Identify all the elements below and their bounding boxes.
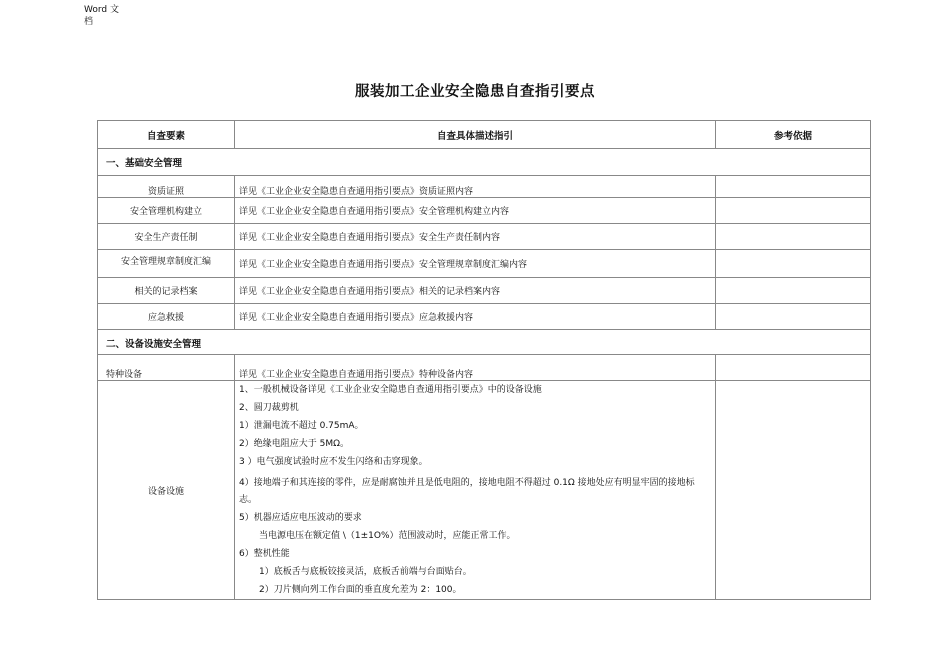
table-row [98,304,871,330]
checklist-table [97,120,871,600]
header-reference: 参考依据 [716,121,871,149]
section-title: 二、设备设施安全管理 [98,330,871,355]
row-reference [716,278,871,304]
row-item: 资质证照 [98,176,235,198]
table-row [98,381,871,600]
table-header-row [98,121,871,149]
detail-line: 6）整机性能 [239,549,290,559]
equipment-details [235,381,716,600]
table-row [98,355,871,381]
table-row [98,198,871,224]
detail-line: 1、一般机械设备详见《工业企业安全隐患自查通用指引要点》中的设备设施 [239,385,542,395]
row-item: 特种设备 [98,355,235,381]
row-item: 安全管理规章制度汇编 [98,250,235,278]
row-reference [716,355,871,381]
row-description: 详见《工业企业安全隐患自查通用指引要点》安全生产责任制内容 [235,224,716,250]
detail-line: 当电源电压在额定值 \（1±1O%）范围波动时，应能正常工作。 [259,531,516,541]
detail-line: 2）绝缘电阻应大于 5MΩ。 [239,439,349,449]
row-reference [716,250,871,278]
row-description: 详见《工业企业安全隐患自查通用指引要点》资质证照内容 [235,176,716,198]
table-row [98,278,871,304]
row-item: 设备设施 [98,381,235,600]
section-title: 一、基础安全管理 [98,149,871,176]
row-reference [716,304,871,330]
table-row [98,176,871,198]
header-description: 自查具体描述指引 [235,121,716,149]
detail-line: 1）泄漏电流不超过 0.75mA。 [239,421,364,431]
detail-line: 2、圆刀裁剪机 [239,403,299,413]
document-title: 服装加工企业安全隐患自查指引要点 [355,84,595,100]
page-header: Word 文档 [84,5,119,27]
row-item: 安全生产责任制 [98,224,235,250]
table-row [98,224,871,250]
detail-line: 5）机器应适应电压波动的要求 [239,513,362,523]
row-description: 详见《工业企业安全隐患自查通用指引要点》应急救援内容 [235,304,716,330]
detail-line: 2）刀片侧向列工作台面的垂直度允差为 2：100。 [259,585,462,595]
row-reference [716,198,871,224]
row-reference [716,224,871,250]
row-description: 详见《工业企业安全隐患自查通用指引要点》安全管理机构建立内容 [235,198,716,224]
row-item: 安全管理机构建立 [98,198,235,224]
row-item: 应急救援 [98,304,235,330]
row-reference [716,381,871,600]
table-row [98,250,871,278]
detail-line: 1）底板舌与底板铰接灵活，底板舌前端与台面贴台。 [259,567,472,577]
row-item: 相关的记录档案 [98,278,235,304]
row-reference [716,176,871,198]
section-row [98,149,871,176]
detail-line: 3 ）电气强度试验时应不发生闪络和击穿现象。 [239,457,428,467]
row-description: 详见《工业企业安全隐患自查通用指引要点》特种设备内容 [235,355,716,381]
row-description: 详见《工业企业安全隐患自查通用指引要点》相关的记录档案内容 [235,278,716,304]
row-description: 详见《工业企业安全隐患自查通用指引要点》安全管理规章制度汇编内容 [235,250,716,278]
header-element: 自查要素 [98,121,235,149]
detail-line: 4）接地端子和其连接的零件，应是耐腐蚀并且是低电阻的，接地电阻不得超过 0.1Ω 接地处应有明显牢固的接地标志。 [239,478,695,505]
section-row [98,330,871,355]
